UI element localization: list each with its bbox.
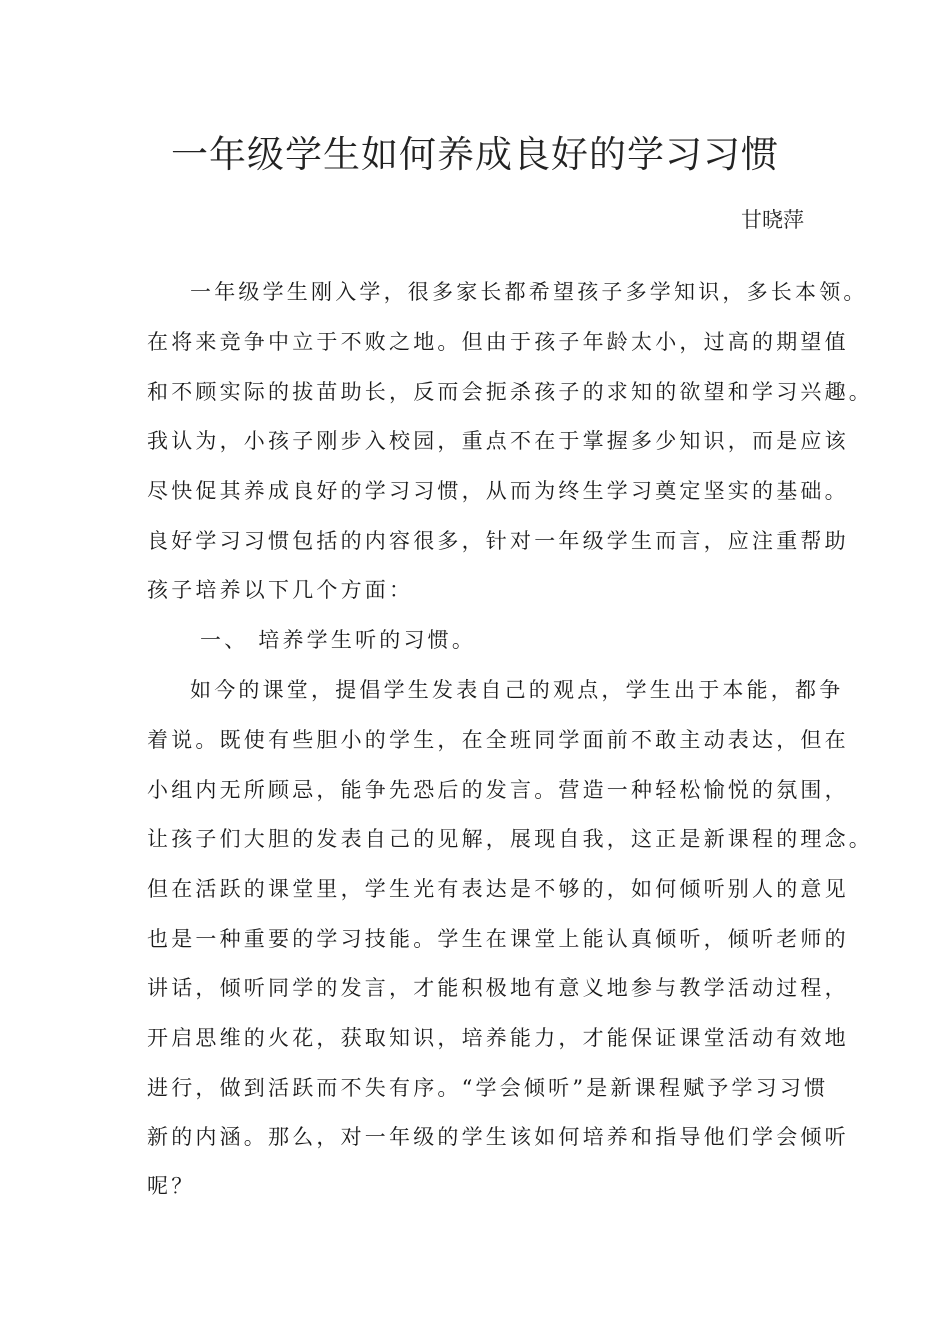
paragraph-line: 讲话，倾听同学的发言，才能积极地有意义地参与教学活动过程， bbox=[147, 976, 849, 1000]
section-heading: 一、 培养学生听的习惯。 bbox=[200, 628, 477, 652]
paragraph-line: 开启思维的火花，获取知识，培养能力，才能保证课堂活动有效地 bbox=[147, 1026, 849, 1050]
paragraph-line: 让孩子们大胆的发表自己的见解，展现自我，这正是新课程的理念。 bbox=[147, 827, 873, 851]
paragraph-line: 也是一种重要的学习技能。学生在课堂上能认真倾听，倾听老师的 bbox=[147, 927, 849, 951]
paragraph-line: 良好学习习惯包括的内容很多，针对一年级学生而言，应注重帮助 bbox=[147, 529, 849, 553]
paragraph-line: 如今的课堂，提倡学生发表自己的观点，学生出于本能，都争 bbox=[190, 678, 844, 702]
paragraph-line: 我认为，小孩子刚步入校园，重点不在于掌握多少知识，而是应该 bbox=[147, 429, 849, 453]
document-title: 一年级学生如何养成良好的学习习惯 bbox=[171, 133, 779, 176]
paragraph-line: 着说。既使有些胆小的学生，在全班同学面前不敢主动表达，但在 bbox=[147, 728, 849, 752]
paragraph-line: 尽快促其养成良好的学习习惯，从而为终生学习奠定坚实的基础。 bbox=[147, 479, 849, 503]
paragraph-line: 但在活跃的课堂里，学生光有表达是不够的，如何倾听别人的意见 bbox=[147, 877, 849, 901]
paragraph-line: 进行，做到活跃而不失有序。“学会倾听”是新课程赋予学习习惯 bbox=[147, 1076, 829, 1100]
paragraph-line: 新的内涵。那么，对一年级的学生该如何培养和指导他们学会倾听 bbox=[147, 1125, 849, 1149]
paragraph-line: 一年级学生刚入学，很多家长都希望孩子多学知识，多长本领。 bbox=[190, 280, 868, 304]
paragraph-line: 呢？ bbox=[147, 1174, 196, 1198]
paragraph-line: 孩子培养以下几个方面： bbox=[147, 578, 414, 602]
author-name: 甘晓萍 bbox=[741, 208, 804, 232]
paragraph-line: 小组内无所顾忌，能争先恐后的发言。营造一种轻松愉悦的氛围， bbox=[147, 778, 849, 802]
paragraph-line: 在将来竞争中立于不败之地。但由于孩子年龄太小，过高的期望值 bbox=[147, 330, 849, 354]
paragraph-line: 和不顾实际的拔苗助长，反而会扼杀孩子的求知的欲望和学习兴趣。 bbox=[147, 380, 873, 404]
